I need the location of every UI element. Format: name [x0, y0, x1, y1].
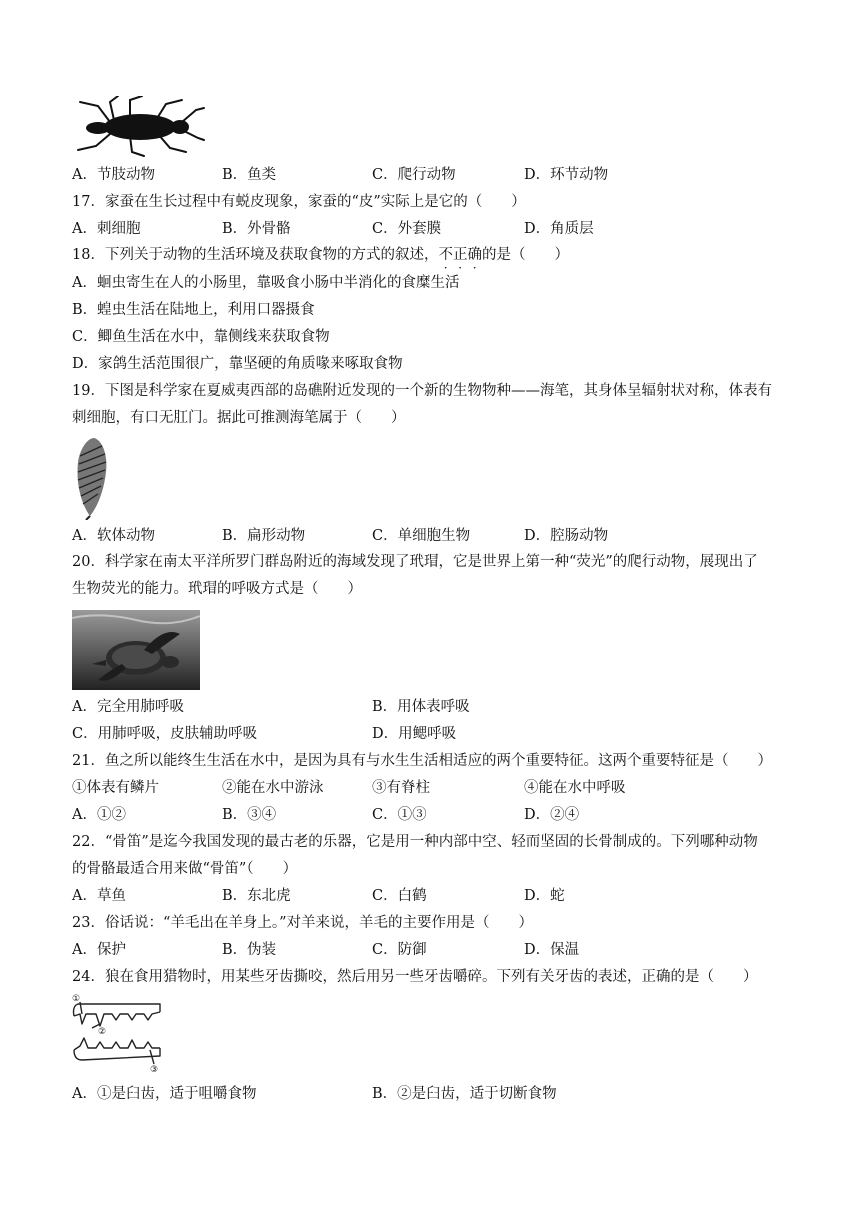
- q18-stem: [72, 245, 569, 275]
- q18-stem-emphasis: 不 · 正 · 确 ·: [438, 247, 482, 263]
- q17-option-b: B．外骨骼: [222, 221, 291, 237]
- q19-option-b: B．扁形动物: [222, 528, 306, 544]
- q16-option-a: A．节肢动物: [72, 167, 155, 183]
- q21-option-c: C．①③: [372, 807, 427, 823]
- q20-options-row1: [72, 697, 812, 717]
- q24-stem: 24．狼在食用猎物时，用某些牙齿撕咬，然后用另一些牙齿嚼碎。下列有关牙齿的表述，正确的是（ ）: [72, 969, 758, 985]
- q21-feature-4: ④能在水中呼吸: [524, 780, 626, 796]
- beetle-figure: [70, 96, 206, 158]
- q22-option-b: B．东北虎: [222, 888, 291, 904]
- q17-option-a: A．刺细胞: [72, 221, 141, 237]
- emphasis-dot: ·: [472, 261, 477, 275]
- q19-stem-line2: 刺细胞，有口无肛门。据此可推测海笔属于（ ）: [72, 410, 406, 426]
- q21-option-b: B．③④: [222, 807, 277, 823]
- q21-features: [72, 778, 812, 798]
- q21-feature-3: ③有脊柱: [372, 780, 430, 796]
- q22-options: [72, 886, 812, 906]
- q19-options: [72, 526, 812, 546]
- q22-option-d: D．蛇: [524, 888, 565, 904]
- q17-option-c: C．外套膜: [372, 221, 442, 237]
- q19-option-c: C．单细胞生物: [372, 528, 471, 544]
- q16-options: [72, 165, 812, 185]
- q21-option-d: D．②④: [524, 807, 580, 823]
- q21-options: [72, 805, 812, 825]
- q21-feature-1: ①体表有鳞片: [72, 780, 159, 796]
- q21-feature-2: ②能在水中游泳: [222, 780, 324, 796]
- q17-option-d: D．角质层: [524, 221, 594, 237]
- q24-options: [72, 1084, 812, 1104]
- q23-option-d: D．保温: [524, 942, 580, 958]
- q16-option-c: C．爬行动物: [372, 167, 456, 183]
- q20-stem-line1: 20．科学家在南太平洋所罗门群岛附近的海域发现了玳瑁，它是世界上第一种“荧光”的爬行动物，展现出了: [72, 554, 758, 570]
- q18-option-a: A．蛔虫寄生在人的小肠里，靠吸食小肠中半消化的食糜生活: [72, 275, 460, 291]
- q19-option-a: A．软体动物: [72, 528, 155, 544]
- q18-option-c: C．鲫鱼生活在水中，靠侧线来获取食物: [72, 329, 330, 345]
- wolf-teeth-diagram: [70, 992, 166, 1074]
- q19-stem-line1: 19．下图是科学家在夏威夷西部的岛礁附近发现的一个新的生物物种——海笔，其身体呈辐射状对称，体表有: [72, 383, 772, 399]
- q20-option-a: A．完全用肺呼吸: [72, 699, 184, 715]
- q22-option-c: C．白鹤: [372, 888, 427, 904]
- q19-option-d: D．腔肠动物: [524, 528, 609, 544]
- q20-option-b: B．用体表呼吸: [372, 699, 470, 715]
- tooth-label-3: ③: [150, 1065, 159, 1074]
- emphasis-dot: ·: [458, 261, 463, 275]
- q18-option-b: B．蝗虫生活在陆地上，利用口器摄食: [72, 302, 315, 318]
- q22-option-a: A．草鱼: [72, 888, 126, 904]
- q21-stem: 21．鱼之所以能终生生活在水中，是因为具有与水生生活相适应的两个重要特征。这两个重要特征是（ ）: [72, 753, 772, 769]
- q18-option-d: D．家鸽生活范围很广，靠坚硬的角质喙来啄取食物: [72, 356, 403, 372]
- q16-option-b: B．鱼类: [222, 167, 277, 183]
- q22-stem-line1: 22．“骨笛”是迄今我国发现的最古老的乐器，它是用一种内部中空、轻而坚固的长骨制成的。下列哪种动物: [72, 834, 758, 850]
- sea-pen-figure: [70, 436, 118, 520]
- sea-turtle-photo: [72, 610, 200, 690]
- q18-stem-start: 18．下列关于动物的生活环境及获取食物的方式的叙述，: [72, 247, 439, 263]
- q23-options: [72, 940, 812, 960]
- q17-options: [72, 219, 812, 239]
- q23-stem: 23．俗话说：“羊毛出在羊身上。”对羊来说，羊毛的主要作用是（ ）: [72, 915, 534, 931]
- q24-option-a: A．①是臼齿，适于咀嚼食物: [72, 1086, 257, 1102]
- tooth-label-1: ①: [72, 994, 81, 1004]
- q20-option-d: D．用鳃呼吸: [372, 726, 457, 742]
- q22-stem-line2: 的骨骼最适合用来做“骨笛”（ ）: [72, 861, 298, 877]
- q23-option-c: C．防御: [372, 942, 427, 958]
- q23-option-a: A．保护: [72, 942, 126, 958]
- q24-option-b: B．②是臼齿，适于切断食物: [372, 1086, 557, 1102]
- emphasis-dot: ·: [443, 261, 448, 275]
- q21-option-a: A．①②: [72, 807, 126, 823]
- q20-stem-line2: 生物荧光的能力。玳瑁的呼吸方式是（ ）: [72, 581, 362, 597]
- tooth-label-2: ②: [98, 1027, 107, 1037]
- q20-option-c: C．用肺呼吸，皮肤辅助呼吸: [72, 726, 258, 742]
- q16-option-d: D．环节动物: [524, 167, 609, 183]
- q17-stem: 17．家蚕在生长过程中有蜕皮现象，家蚕的“皮”实际上是它的（ ）: [72, 194, 526, 210]
- q18-stem-end: 的是（ ）: [481, 247, 569, 263]
- q20-options-row2: [72, 724, 812, 744]
- q23-option-b: B．伪装: [222, 942, 277, 958]
